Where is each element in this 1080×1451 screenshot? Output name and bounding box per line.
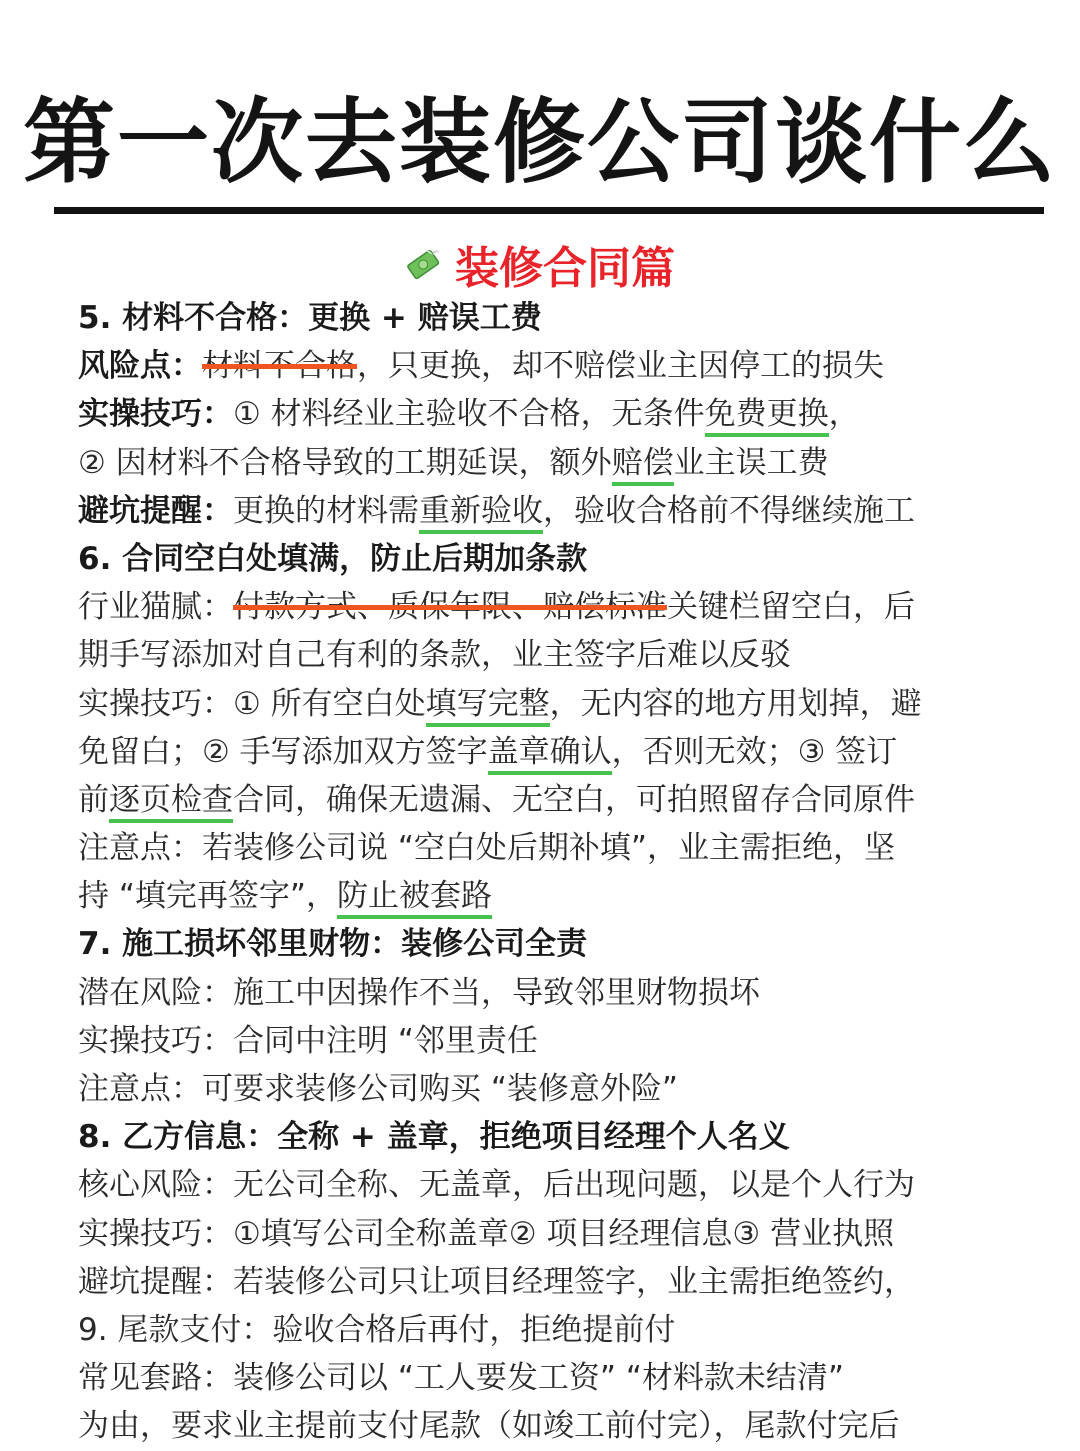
risk-label: 风险点： <box>78 348 202 385</box>
strike-text: 付款方式 <box>233 589 357 626</box>
money-with-wings-icon <box>405 245 443 283</box>
text-span: 前 <box>78 781 109 818</box>
section-5-risk <box>78 342 1018 390</box>
text-span: 业主误工费 <box>673 444 829 481</box>
section-subtitle <box>0 234 1080 294</box>
highlight-text: 赔偿 <box>612 445 674 486</box>
section-5-tip-2 <box>78 439 1018 487</box>
section-6-line <box>78 728 1018 776</box>
highlight-text: 盖章确认 <box>488 734 612 775</box>
section-7-line: 注意点：可要求装修公司购买 “装修意外险” <box>78 1071 678 1107</box>
section-6-line <box>78 872 1018 920</box>
text-span: 免留白；② 手写添加双方签字 <box>78 733 488 770</box>
highlight-text: 逐页检查 <box>109 782 233 823</box>
text-span: 合同，确保无遗漏、无空白，可拍照留存合同原件 <box>233 781 915 818</box>
text-span: 行业猫腻： <box>78 589 233 626</box>
strike-text: 材料不合格 <box>202 348 357 385</box>
text-span: ，验收合格前不得继续施工 <box>543 492 915 529</box>
highlight-text: 重新验收 <box>419 493 543 534</box>
text-span: 更换的材料需 <box>233 492 419 529</box>
section-6-line <box>78 583 1018 631</box>
section-7-line: 潜在风险：施工中因操作不当，导致邻里财物损坏 <box>78 974 760 1011</box>
section-6-line: 期手写添加对自己有利的条款，业主签字后难以反驳 <box>78 637 791 674</box>
text-span: ② 因材料不合格导致的工期延误，额外 <box>78 444 612 481</box>
highlight-text: 填写完整 <box>426 686 550 727</box>
section-5-heading: 5. 材料不合格：更换 + 赔误工费 <box>78 300 542 336</box>
highlight-text: 免费更换 <box>705 396 829 437</box>
text-span: 持 “填完再签字”， <box>78 878 337 915</box>
section-8-heading: 8. 乙方信息：全称 + 盖章，拒绝项目经理个人名义 <box>78 1119 790 1156</box>
warning-label: 避坑提醒： <box>78 492 233 529</box>
section-6-line <box>78 680 1018 728</box>
section-5-warning <box>78 487 1018 535</box>
text-span: ① 材料经业主验收不合格，无条件 <box>233 396 705 433</box>
text-span: ，只更换，却不赔偿业主因停工的损失 <box>357 348 884 385</box>
section-9-line: 为由，要求业主提前支付尾款（如竣工前付完），尾款付完后 <box>78 1408 900 1445</box>
section-7-heading: 7. 施工损坏邻里财物：装修公司全责 <box>78 926 588 963</box>
text-span: ， <box>828 396 860 433</box>
text-span: ，否则无效；③ 签订 <box>611 733 898 770</box>
text-span: 关键栏留空白，后 <box>667 589 915 626</box>
section-5-tip <box>78 390 1018 438</box>
strike-text: 质保年限 <box>388 589 512 626</box>
highlight-text: 防止被套路 <box>337 878 492 919</box>
text-span: ，无内容的地方用划掉，避 <box>549 685 922 722</box>
section-7-line: 实操技巧：合同中注明 “邻里责任 <box>78 1022 538 1059</box>
section-9-heading: 9. 尾款支付：验收合格后再付，拒绝提前付 <box>78 1311 676 1348</box>
section-8-line: 实操技巧：①填写公司全称盖章② 项目经理信息③ 营业执照 <box>78 1215 895 1252</box>
strike-text: 、 <box>512 589 543 626</box>
subtitle-text: 装修合同篇 <box>455 243 675 294</box>
section-6-line <box>78 776 1018 824</box>
section-8-line: 避坑提醒：若装修公司只让项目经理签字，业主需拒绝签约， <box>78 1263 915 1300</box>
section-6-line: 注意点：若装修公司说 “空白处后期补填”，业主需拒绝，坚 <box>78 830 895 867</box>
strike-text: 赔偿标准 <box>543 589 667 626</box>
article-body <box>78 294 1018 1451</box>
title-divider <box>54 207 1044 214</box>
section-8-line: 核心风险：无公司全称、无盖章，后出现问题，以是个人行为 <box>78 1167 915 1204</box>
tip-label: 实操技巧： <box>78 396 233 433</box>
section-9-line: 常见套路：装修公司以 “工人要发工资” “材料款未结清” <box>78 1360 844 1397</box>
text-span: 实操技巧：① 所有空白处 <box>78 685 426 722</box>
section-6-heading: 6. 合同空白处填满，防止后期加条款 <box>78 540 588 577</box>
page-title: 第一次去装修公司谈什么 <box>22 89 1057 196</box>
strike-text: 、 <box>357 589 388 626</box>
